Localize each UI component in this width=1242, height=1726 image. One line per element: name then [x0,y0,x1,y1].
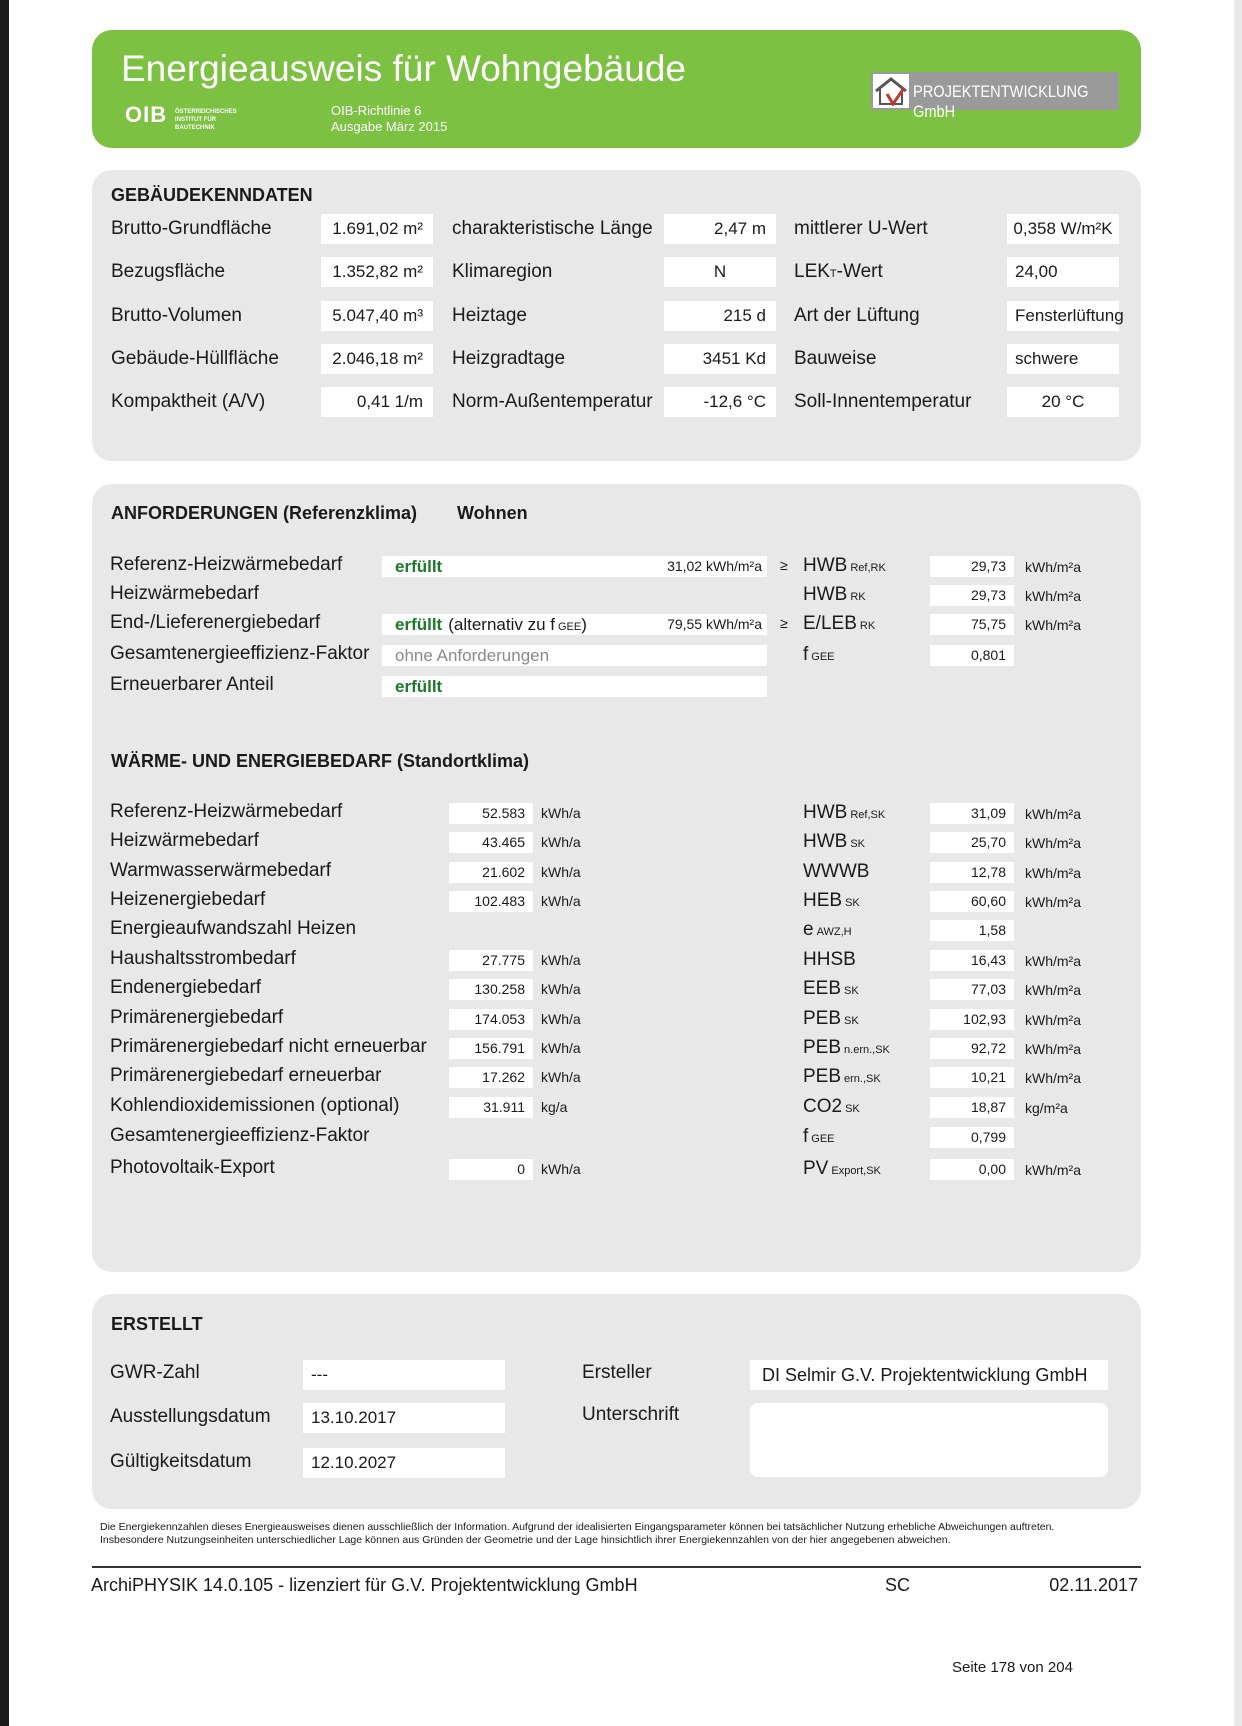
usage-type: Wohnen [457,503,528,523]
demand-value-7: 77,03 [930,979,1014,1000]
building-label-1-4: Gebäude-Hüllfläche [111,348,279,369]
code-sub: SK [844,985,859,997]
code-sub: RK [859,620,876,632]
code-main: HWB [803,555,848,576]
building-value-1-4: 2.046,18 m² [321,344,433,374]
page-number: Seite 178 von 204 [952,1659,1073,1676]
requirement-status-3 [382,614,767,635]
requirements-title: ANFORDERUNGEN (Referenzklima) [111,503,418,523]
building-value-2-5: -12,6 °C [664,387,776,417]
building-value-1-2: 1.352,82 m² [321,257,433,287]
demand-abs-value-7: 130.258 [449,979,533,1000]
gwr-value: --- [303,1360,505,1390]
code-main: WWWB [803,861,870,882]
demand-unit-3: kWh/m²a [1025,865,1081,881]
code-main: PEB [803,1037,842,1058]
demand-value-6: 16,43 [930,950,1014,971]
demand-abs-unit-6: kWh/a [541,952,581,968]
code-sub: Ref,RK [850,562,886,574]
demand-abs-value-2: 43.465 [449,832,533,853]
code-sub: GEE [811,1133,835,1145]
demand-abs-value-3: 21.602 [449,862,533,883]
code-sub: SK [844,1015,859,1027]
code-sub: RK [850,591,866,603]
author-value: DI Selmir G.V. Projektentwicklung GmbH [750,1360,1108,1390]
demand-value-12: 0,799 [930,1127,1014,1148]
code-main: HEB [803,890,843,911]
requirement-unit-1: kWh/m²a [1025,559,1081,575]
guideline-2: Ausgabe März 2015 [331,119,448,134]
valid-date-value: 12.10.2027 [303,1448,505,1478]
demand-value-2: 25,70 [930,832,1014,853]
building-label-2-4: Heizgradtage [452,348,566,369]
code-main: CO2 [803,1096,843,1117]
author-label: Ersteller [582,1362,652,1383]
building-label-1-3: Brutto-Volumen [111,305,242,326]
building-value-3-4: schwere [1007,344,1119,374]
demand-label-6: Haushaltsstrombedarf [110,948,296,969]
requirement-status-2 [382,585,767,606]
guideline-info [331,103,447,135]
building-label-2-1: charakteristische Länge [452,218,653,239]
code-sub: AWZ,H [816,926,852,938]
demand-value-3: 12,78 [930,862,1014,883]
code-sub: SK [850,838,866,850]
code-sub: n.ern.,SK [844,1044,890,1056]
code-sub: GEE [811,651,835,663]
demand-label-1: Referenz-Heizwärmebedarf [110,801,343,822]
building-value-1-5: 0,41 1/m [321,387,433,417]
status-text: ohne Anforderungen [395,646,550,665]
demand-value-1: 31,09 [930,803,1014,824]
code-sub: SK [845,897,860,909]
requirement-code-1 [803,555,886,577]
requirement-status-4 [382,645,767,666]
requirement-value-1: 29,73 [930,556,1014,577]
oib-abbr: OIB [125,102,168,127]
code-main: HWB [803,831,848,852]
building-value-2-1: 2,47 m [664,214,776,244]
demand-label-4: Heizenergiebedarf [110,889,266,910]
building-label-1-2: Bezugsfläche [111,261,226,282]
demand-unit-10: kWh/m²a [1025,1070,1081,1086]
signature-field [750,1403,1108,1477]
footer-rule [92,1566,1141,1568]
demand-abs-unit-4: kWh/a [541,893,581,909]
demand-abs-unit-3: kWh/a [541,864,581,880]
code-main: HHSB [803,949,856,970]
demand-abs-unit-10: kWh/a [541,1069,581,1085]
demand-value-10: 10,21 [930,1067,1014,1088]
demand-label-12: Gesamtenergieeffizienz-Faktor [110,1125,370,1146]
building-value-3-3: Fensterlüftung [1007,301,1119,331]
code-main: PEB [803,1066,842,1087]
label-main: LEK [794,261,830,282]
requirement-code-2 [803,584,866,606]
demand-code-7 [803,978,859,1000]
code-main: e [803,919,814,940]
demand-code-9 [803,1037,890,1059]
status-extra-end: ) [581,615,587,634]
document-title: Energieausweis für Wohngebäude [121,48,686,89]
demand-abs-unit-11: kg/a [541,1099,568,1115]
demand-abs-unit-13: kWh/a [541,1161,581,1177]
issue-date-value: 13.10.2017 [303,1403,505,1433]
signature-label: Unterschrift [582,1404,680,1425]
demand-code-2 [803,831,865,853]
code-sub: ern.,SK [844,1073,881,1085]
demand-abs-unit-9: kWh/a [541,1040,581,1056]
demand-unit-13: kWh/m²a [1025,1162,1081,1178]
demand-value-13: 0,00 [930,1159,1014,1180]
requirement-status-1 [382,556,767,577]
demand-abs-value-6: 27.775 [449,950,533,971]
demand-unit-8: kWh/m²a [1025,1012,1081,1028]
ge-symbol-1: ≥ [780,557,788,573]
created-title: ERSTELLT [111,1314,203,1334]
requirement-unit-2: kWh/m²a [1025,588,1081,604]
requirement-label-1: Referenz-Heizwärmebedarf [110,554,343,575]
demand-unit-2: kWh/m²a [1025,835,1081,851]
ge-symbol-3: ≥ [780,615,788,631]
demand-label-7: Endenergiebedarf [110,977,262,998]
status-text: erfüllt [395,615,443,634]
building-value-2-3: 215 d [664,301,776,331]
demand-code-4 [803,890,860,912]
demand-code-5 [803,919,852,941]
demand-abs-unit-8: kWh/a [541,1011,581,1027]
code-main: EEB [803,978,842,999]
demand-unit-6: kWh/m²a [1025,953,1081,969]
demand-abs-value-8: 174.053 [449,1009,533,1030]
building-data-title: GEBÄUDEKENNDATEN [111,185,313,205]
demand-unit-11: kg/m²a [1025,1100,1068,1116]
demand-abs-value-13: 0 [449,1159,533,1180]
building-value-1-1: 1.691,02 m² [321,214,433,244]
code-main: f [803,1126,809,1147]
house-logo-icon [873,74,909,108]
demand-value-8: 102,93 [930,1009,1014,1030]
software-info: ArchiPHYSIK 14.0.105 - lizenziert für G.V. Projektentwicklung GmbH [91,1575,638,1595]
code-main: HWB [803,584,848,605]
issue-date-label: Ausstellungsdatum [110,1406,271,1427]
code-main: E/LEB [803,613,857,634]
demand-label-13: Photovoltaik-Export [110,1157,275,1178]
demand-code-3 [803,861,869,883]
demand-abs-value-1: 52.583 [449,803,533,824]
building-label-2-3: Heiztage [452,305,527,326]
demand-abs-unit-1: kWh/a [541,805,581,821]
demand-code-6 [803,949,856,971]
building-label-3-5: Soll-Innentemperatur [794,391,972,412]
company-logo [871,72,1119,121]
code-sub: Export,SK [831,1165,881,1177]
requirement-value: 79,55 kWh/m²a [667,616,762,632]
demand-unit-1: kWh/m²a [1025,806,1081,822]
requirement-value-4: 0,801 [930,645,1014,666]
demand-abs-value-4: 102.483 [449,891,533,912]
requirement-value: 31,02 kWh/m²a [667,558,762,574]
oib-name-2: INSTITUT FÜR BAUTECHNIK [175,117,216,131]
demand-unit-9: kWh/m²a [1025,1041,1081,1057]
requirement-value-3: 75,75 [930,614,1014,635]
demand-value-5: 1,58 [930,920,1014,941]
header-banner [92,30,1141,148]
demand-code-10 [803,1066,881,1088]
demand-value-4: 60,60 [930,891,1014,912]
demand-abs-value-10: 17.262 [449,1067,533,1088]
demand-title: WÄRME- UND ENERGIEBEDARF (Standortklima) [111,751,530,771]
building-value-3-1: 0,358 W/m²K [1007,214,1119,244]
demand-label-2: Heizwärmebedarf [110,830,259,851]
building-label-3-4: Bauweise [794,348,877,369]
building-value-1-3: 5.047,40 m³ [321,301,433,331]
requirement-code-3 [803,613,875,635]
building-label-3-1: mittlerer U-Wert [794,218,928,239]
building-value-3-2: 24,00 [1007,257,1119,287]
scan-edge-left [0,0,9,1726]
demand-abs-unit-2: kWh/a [541,834,581,850]
building-value-2-2: N [664,257,776,287]
building-value-3-5: 20 °C [1007,387,1119,417]
demand-value-11: 18,87 [930,1097,1014,1118]
code-main: PEB [803,1008,842,1029]
demand-label-9: Primärenergiebedarf nicht erneuerbar [110,1036,427,1057]
building-value-2-4: 3451 Kd [664,344,776,374]
demand-label-10: Primärenergiebedarf erneuerbar [110,1065,382,1086]
demand-label-8: Primärenergiebedarf [110,1007,284,1028]
oib-name-1: ÖSTERREICHISCHES [175,109,237,115]
label-sub: T [829,268,837,280]
building-label-1-5: Kompaktheit (A/V) [111,391,266,412]
demand-code-11 [803,1096,860,1118]
status-text: erfüllt [395,557,443,576]
code-sub: SK [845,1103,860,1115]
building-label-2-5: Norm-Außentemperatur [452,391,653,412]
status-extra-sub: GEE [558,621,582,633]
building-label-1-1: Brutto-Grundfläche [111,218,272,239]
requirement-label-3: End-/Lieferenergiebedarf [110,612,321,633]
building-label-2-2: Klimaregion [452,261,553,282]
initials: SC [885,1575,911,1595]
requirement-label-2: Heizwärmebedarf [110,583,259,604]
code-main: PV [803,1158,829,1179]
label-suffix: -Wert [836,261,883,282]
code-main: f [803,644,809,665]
demand-code-1 [803,802,885,824]
demand-abs-value-11: 31.911 [449,1097,533,1118]
demand-unit-4: kWh/m²a [1025,894,1081,910]
code-main: HWB [803,802,848,823]
demand-code-12 [803,1126,835,1148]
demand-label-5: Energieaufwandszahl Heizen [110,918,357,939]
building-data-panel [92,170,1141,461]
print-date: 02.11.2017 [1049,1575,1138,1595]
demand-label-11: Kohlendioxidemissionen (optional) [110,1095,400,1116]
requirement-status-5 [382,676,767,697]
requirement-label-5: Erneuerbarer Anteil [110,674,274,695]
requirement-unit-3: kWh/m²a [1025,617,1081,633]
disclaimer: Die Energiekennzahlen dieses Energieausweises dienen ausschließlich der Information. Aufgrund der idealisierten Eingangsparameter können bei tatsächlicher Nutzung erhebliche Abweichungen auftreten. Insbesondere Nutzungseinheiten unterschiedlicher Lage können aus Gründen der Geometrie und der Lage hinsichtlich ihrer Energiekennzahlen von der hier angegebenen abweichen. [100,1521,1055,1546]
demand-unit-7: kWh/m²a [1025,982,1081,998]
demand-abs-value-9: 156.791 [449,1038,533,1059]
demand-code-8 [803,1008,859,1030]
code-sub: Ref,SK [850,809,886,821]
company-logo-text: PROJEKTENTWICKLUNG GmbH [913,82,1089,121]
demand-abs-unit-7: kWh/a [541,981,581,997]
demand-code-13 [803,1158,881,1180]
status-extra-text: (alternativ zu f [448,615,555,634]
guideline-1: OIB-Richtlinie 6 [331,103,422,118]
status-extra [442,615,587,634]
building-label-3-3: Art der Lüftung [794,305,920,326]
status-text: erfüllt [395,677,443,696]
scan-edge-right [1234,0,1242,1726]
gwr-label: GWR-Zahl [110,1362,200,1383]
building-label-3-2 [794,261,883,283]
demand-value-9: 92,72 [930,1038,1014,1059]
requirement-value-2: 29,73 [930,585,1014,606]
valid-date-label: Gültigkeitsdatum [110,1451,252,1472]
demand-label-3: Warmwasserwärmebedarf [110,860,332,881]
requirement-code-4 [803,644,835,666]
requirement-label-4: Gesamtenergieeffizienz-Faktor [110,643,370,664]
oib-logo [125,102,237,131]
